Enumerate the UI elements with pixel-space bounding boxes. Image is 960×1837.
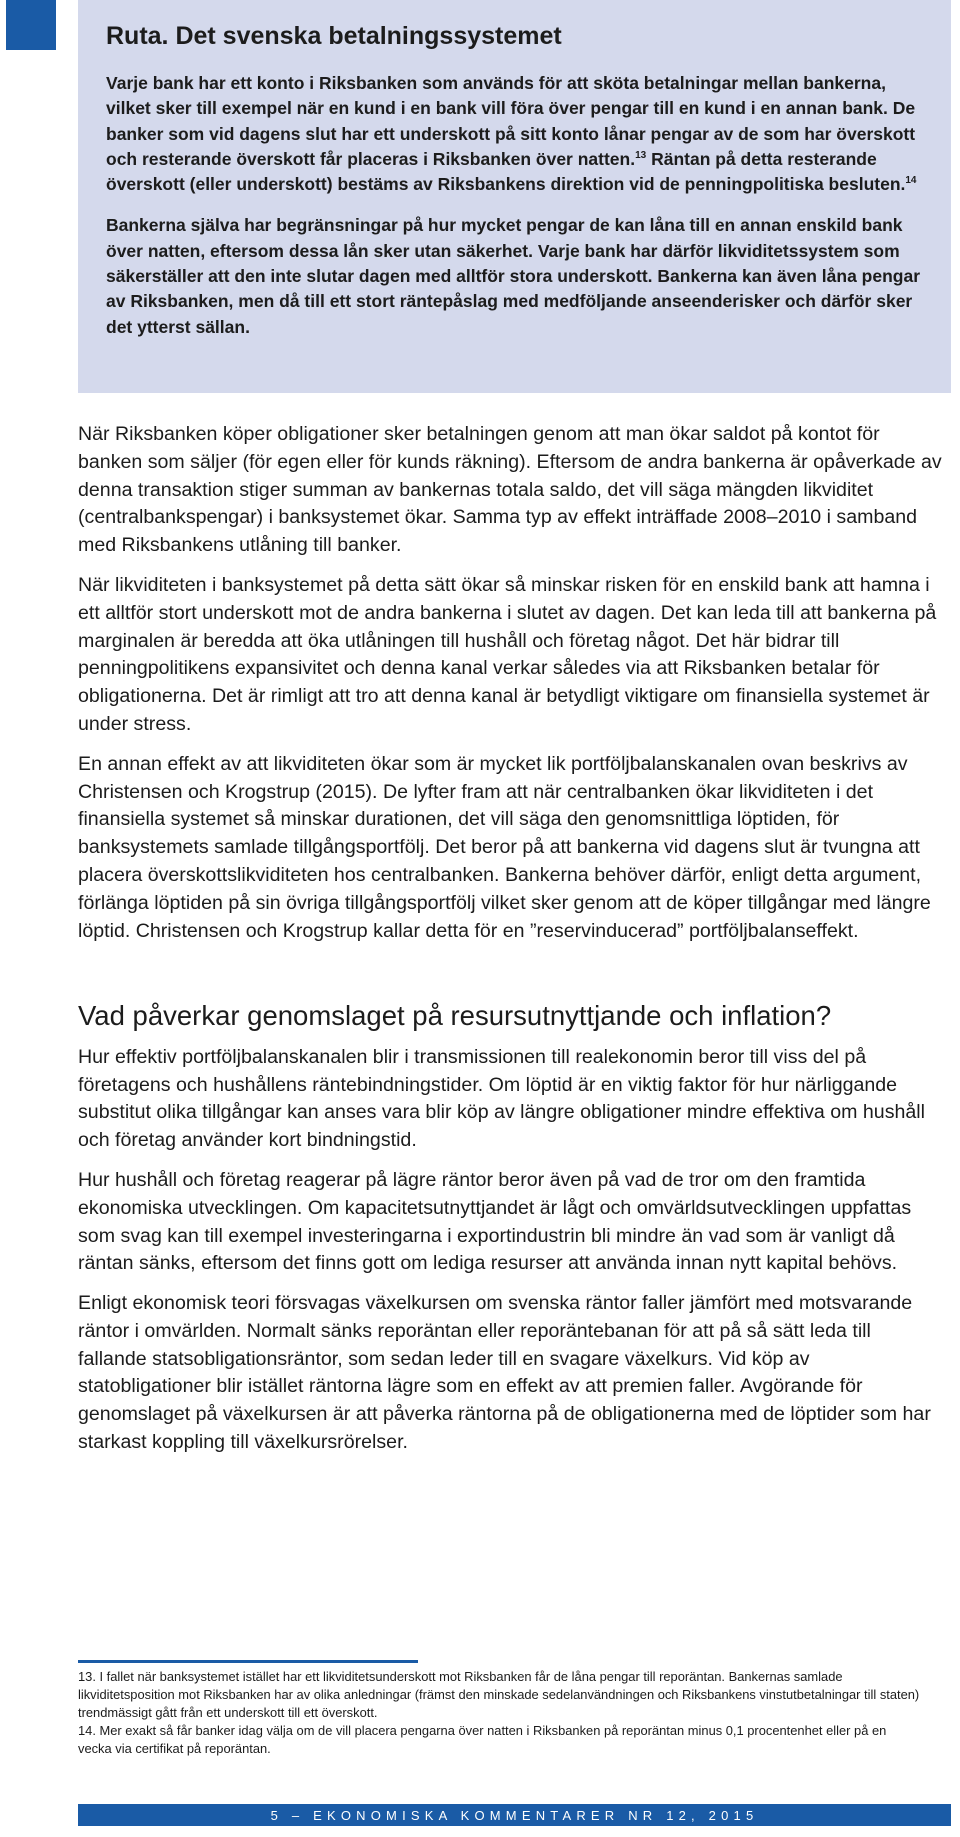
main-text	[78, 421, 943, 1469]
footer-text	[271, 1808, 759, 1823]
box-paragraph-1	[106, 71, 923, 197]
body-paragraph-6: Enligt ekonomisk teori försvagas växelkursen om svenska räntor faller jämfört med motsvarande räntor i omvärlden. Normalt sänks reporäntan eller reporäntebanan för att på så sätt leda till fallande statsobligationsräntor, som sedan leder till en svagare växelkurs. Vid köp av statobligationer blir istället räntorna lägre som en effekt av att premien faller. Avgörande för genomslaget på växelkursen är att påverka räntorna på de obligationerna med de löptider som har starkast koppling till växelkursrörelser.	[78, 1292, 931, 1454]
footnote-14: 14. Mer exakt så får banker idag välja om de vill placera pengarna över natten i Riksbanken på reporäntan minus 0,1 procentenhet eller på en vecka via certifikat på reporäntan.	[78, 1723, 887, 1756]
body-paragraph-1: När Riksbanken köper obligationer sker betalningen genom att man ökar saldot på kontot för banken som säljer (för egen eller för kunds räkning). Eftersom de andra bankerna är opåverkade av denna transaktion stiger summan av bankernas totala saldo, det vill säga mängden likviditet (centralbankspengar) i banksystemet ökar. Samma typ av effekt inträffade 2008–2010 i samband med Riksbankens utlåning till banker.	[78, 423, 942, 557]
footnote-divider	[78, 1660, 418, 1663]
page-number: 5	[270, 1807, 284, 1823]
info-box	[78, 0, 951, 393]
corner-marker	[6, 0, 56, 50]
box-paragraph-1-text-b: Räntan på detta resterande överskott (eller underskott) bestäms av Riksbankens direktion vid de penningpolitiska besluten.	[106, 148, 906, 195]
body-paragraph-4: Hur effektiv portföljbalanskanalen blir i transmissionen till realekonomin beror till viss del på företagens och hushållens räntebindningstider. Om löptid är en viktig faktor för hur närliggande substitut olika tillgångar kan anses vara blir köp av längre obligationer mindre effektiva om hushåll och företag använder kort bindningstid.	[78, 1045, 925, 1152]
section-heading: Vad påverkar genomslaget på resursutnyttjande och inflation?	[78, 1000, 832, 1032]
publication-series: EKONOMISKA KOMMENTARER NR 12, 2015	[313, 1807, 759, 1823]
footnotes	[78, 1668, 923, 1758]
footnote-ref-13[interactable]: 13	[635, 150, 647, 162]
footnote-13: 13. I fallet när banksystemet istället har ett likviditetsunderskott mot Riksbanken får de låna pengar till reporäntan. Bankernas samlade likviditetsposition mot Riksbanken har av olika anledningar (främst den minskade sedelanvändningen och Riksbankens vinstutbetalningar till staten) trendmässigt gått från ett underskott till ett överskott.	[78, 1669, 920, 1720]
body-paragraph-2: När likviditeten i banksystemet på detta sätt ökar så minskar risken för en enskild bank att hamna i ett alltför stort underskott mot de andra bankerna i slutet av dagen. Det kan leda till att bankerna på marginalen är beredda att öka utlåningen till hushåll och företag något. Det här bidrar till penningpolitikens expansivitet och denna kanal verkar således via att Riksbanken betalar för obligationerna. Det är rimligt att tro att denna kanal är betydligt viktigare om finansiella systemet är under stress.	[78, 573, 937, 735]
body-paragraph-5: Hur hushåll och företag reagerar på lägre räntor beror även på vad de tror om den framtida ekonomiska utvecklingen. Om kapacitetsutnyttjandet är lågt och omvärldsutvecklingen uppfattas som svag kan till exempel investeringarna i exportindustrin bli mindre än vad som är vanligt då räntan sänks, eftersom det finns gott om lediga resurser att använda innan nytt kapital behövs.	[78, 1168, 912, 1275]
box-paragraph-2: Bankerna själva har begränsningar på hur mycket pengar de kan låna till en annan enskild bank över natten, eftersom dessa lån sker utan säkerhet. Varje bank har därför likviditetssystem som säkerställer att den inte slutar dagen med alltför stora underskott. Bankerna kan även låna pengar av Riksbanken, men då till ett stort räntepåslag med medföljande anseenderisker och därför sker det ytterst sällan.	[106, 215, 921, 337]
body-paragraph-3: En annan effekt av att likviditeten ökar som är mycket lik portföljbalanskanalen ovan beskrivs av Christensen och Krogstrup (2015). De lyfter fram att när centralbanken ökar likviditeten i det finansiella systemet så minskar durationen, det vill säga den genomsnittliga löptiden, för banksystemets samlade tillgångsportfölj. Det beror på att bankerna vid dagens slut är tvungna att placera överskottslikviditeten hos centralbanken. Bankerna behöver därför, enligt detta argument, förlänga löptiden på sin övriga tillgångsportfölj vilket sker genom att de köper tillgångar med längre löptid. Christensen och Krogstrup kallar detta för en ”reservinducerad” portföljbalanseffekt.	[78, 752, 931, 942]
box-paragraph-1-text-a: Varje bank har ett konto i Riksbanken som används för att sköta betalningar mellan bankerna, vilket sker till exempel när en kund i en bank vill föra över pengar till en kund i en annan bank. De banker som vid dagens slut har ett underskott på sitt konto lånar pengar av de som har överskott och resterande överskott får placeras i Riksbanken över natten.	[106, 73, 916, 169]
footer-dash: –	[291, 1807, 305, 1823]
footer-bar	[78, 1804, 951, 1826]
footnote-ref-14[interactable]: 14	[905, 175, 917, 187]
box-title: Ruta. Det svenska betalningssystemet	[106, 22, 562, 50]
